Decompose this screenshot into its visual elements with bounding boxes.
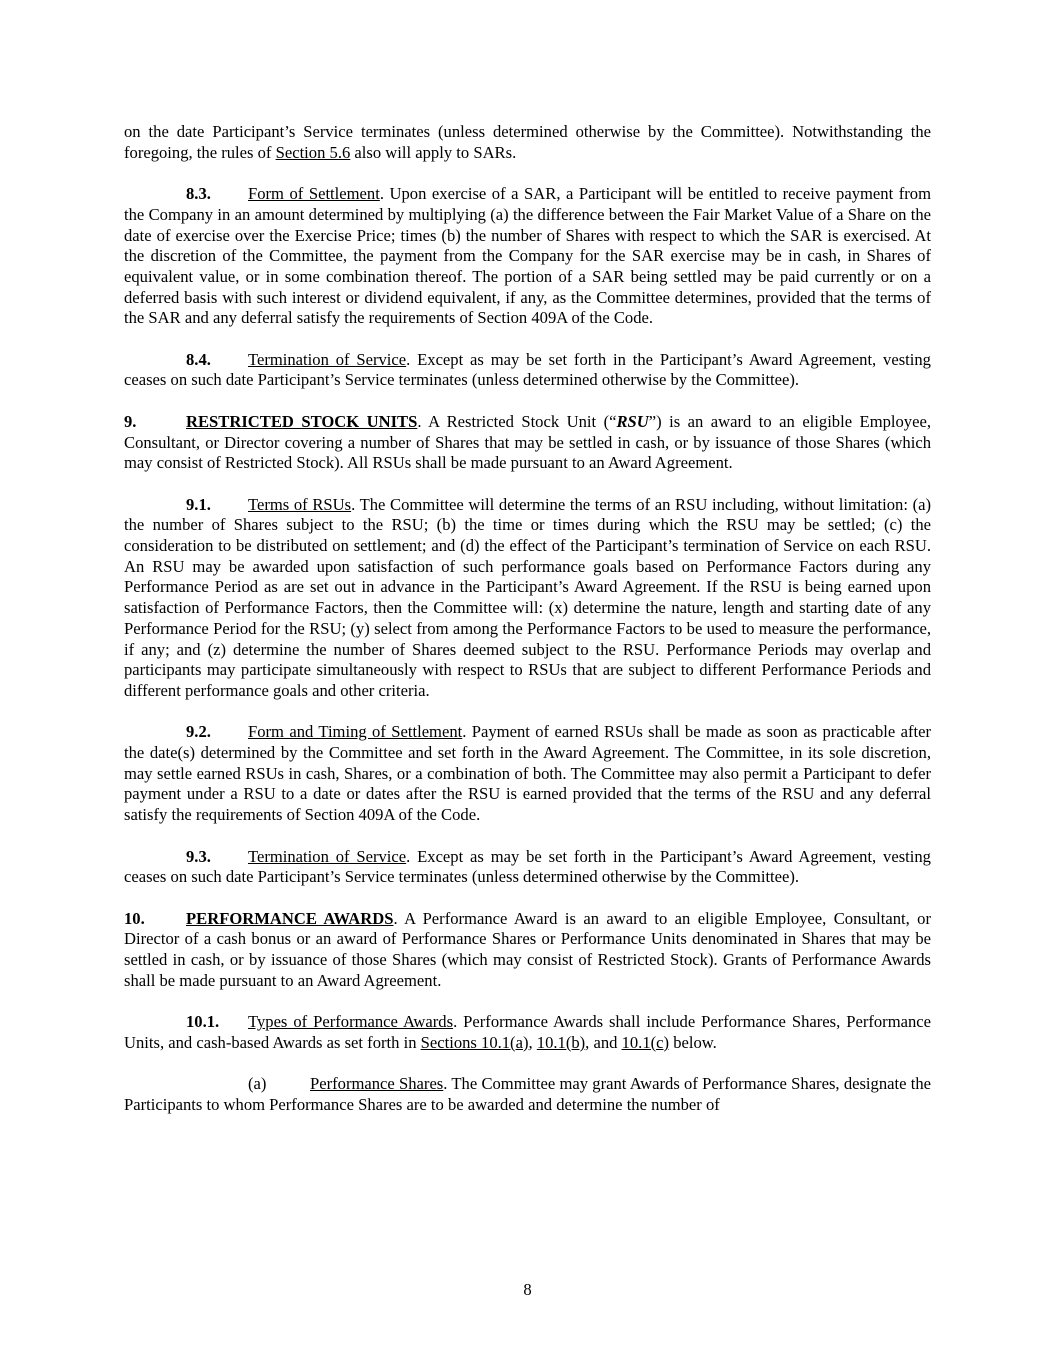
section-heading: Form of Settlement <box>248 184 380 204</box>
section-8-4 <box>124 350 931 391</box>
section-number: 9. <box>124 411 137 431</box>
document-page <box>124 122 931 1116</box>
section-reference-link[interactable]: 10.1(c) <box>621 1032 670 1052</box>
section-9-2 <box>124 722 931 826</box>
section-text: . Except as may be set forth in the Participant’s Award Agreement, vesting ceases on such date Participant’s Service terminates (unless determined otherwise by the Committee). <box>124 846 931 887</box>
section-reference-link[interactable]: Section 5.6 <box>275 142 351 162</box>
section-heading: Performance Shares <box>310 1074 444 1094</box>
page-number: 8 <box>523 1280 532 1299</box>
section-9 <box>124 412 931 474</box>
section-text: . A Restricted Stock Unit (“ <box>417 411 617 431</box>
section-8-3 <box>124 184 931 329</box>
paragraph-text: also will apply to SARs. <box>350 142 517 162</box>
section-number: 8.4. <box>186 349 211 369</box>
section-heading: RESTRICTED STOCK UNITS <box>186 411 418 431</box>
section-text: . The Committee may grant Awards of Performance Shares, designate the Participants to whom Performance Shares are to be awarded and determine the number of <box>124 1074 932 1114</box>
section-heading: PERFORMANCE AWARDS <box>186 908 394 928</box>
paragraph-text: on the date Participant’s Service terminates (unless determined otherwise by the Committee). Notwithstanding the foregoing, the rules of <box>124 122 931 162</box>
section-number: 9.3. <box>186 846 211 866</box>
section-10 <box>124 909 931 992</box>
section-text: below. <box>669 1032 717 1052</box>
section-text: , <box>528 1032 537 1052</box>
section-heading: Terms of RSUs <box>248 494 352 514</box>
section-reference-link[interactable]: Sections 10.1(a) <box>420 1032 529 1052</box>
section-text: . Upon exercise of a SAR, a Participant will be entitled to receive payment from the Company in an amount determined by multiplying (a) the difference between the Fair Market Value of a Share on the date of exercise over the Exercise Price; times (b) the number of Shares with respect to which the SAR is exercised. At the discretion of the Committee, the payment from the Company for the SAR exercise may be in cash, in Shares of equivalent value, or in some combination thereof. The portion of a SAR being settled may be paid currently or on a deferred basis with such interest or dividend equivalent, if any, as the Committee determines, provided that the terms of the SAR and any deferral satisfy the requirements of Section 409A of the Code. <box>124 184 931 328</box>
section-9-1 <box>124 495 931 702</box>
section-text: . A Performance Award is an award to an eligible Employee, Consultant, or Director of a cash bonus or an award of Performance Shares or Performance Units denominated in Shares that may be settled in cash, or by issuance of those Shares (which may consist of Restricted Stock). Grants of Performance Awards shall be made pursuant to an Award Agreement. <box>124 908 931 990</box>
section-9-3 <box>124 847 931 888</box>
paragraph-continuation <box>124 122 931 163</box>
section-10-1-a <box>124 1074 931 1115</box>
section-text: , and <box>585 1032 622 1052</box>
section-text: . Performance Awards shall include Performance Shares, Performance Units, and cash-based Awards as set forth in <box>124 1012 932 1052</box>
section-number: 8.3. <box>186 184 211 204</box>
section-number: 9.1. <box>186 494 211 514</box>
section-text: . The Committee will determine the terms of an RSU including, without limitation: (a) the number of Shares subject to the RSU; (b) the time or times during which the RSU may be settled; (c) the consideration to be distributed on settlement; and (d) the effect of the Participant’s termination of Service on each RSU. An RSU may be awarded upon satisfaction of such performance goals based on Performance Factors during any Performance Period as are set out in advance in the Participant’s Award Agreement. If the RSU is being earned upon satisfaction of Performance Factors, then the Committee will: (x) determine the nature, length and starting date of any Performance Period for the RSU; (y) select from among the Performance Factors to be used to measure the performance, if any; and (z) determine the number of Shares deemed subject to the RSU. Performance Periods may overlap and participants may participate simultaneously with respect to RSUs that are subject to different Performance Periods and different performance goals and other criteria. <box>124 494 932 700</box>
section-number: (a) <box>248 1074 267 1094</box>
section-number: 10.1. <box>186 1012 220 1032</box>
section-text: ”) is an award to an eligible Employee, Consultant, or Director covering a number of Shares that may be settled in cash, or by issuance of those Shares (which may consist of Restricted Stock). All RSUs shall be made pursuant to an Award Agreement. <box>124 411 931 473</box>
section-heading: Types of Performance Awards <box>248 1012 454 1032</box>
section-text: . Payment of earned RSUs shall be made as soon as practicable after the date(s) determined by the Committee and set forth in the Award Agreement. The Committee, in its sole discretion, may settle earned RSUs in cash, Shares, or a combination of both. The Committee may also permit a Participant to defer payment under a RSU to a date or dates after the RSU is earned provided that the terms of the RSU and any deferral satisfy the requirements of Section 409A of the Code. <box>124 722 932 825</box>
section-10-1 <box>124 1012 931 1053</box>
section-number: 10. <box>124 908 145 928</box>
section-heading: Termination of Service <box>248 349 407 369</box>
section-reference-link[interactable]: 10.1(b) <box>536 1032 586 1052</box>
section-text: . Except as may be set forth in the Participant’s Award Agreement, vesting ceases on such date Participant’s Service terminates (unless determined otherwise by the Committee). <box>124 349 931 390</box>
section-number: 9.2. <box>186 722 211 742</box>
defined-term: RSU <box>616 411 649 431</box>
section-heading: Form and Timing of Settlement <box>248 722 463 742</box>
section-heading: Termination of Service <box>248 846 407 866</box>
